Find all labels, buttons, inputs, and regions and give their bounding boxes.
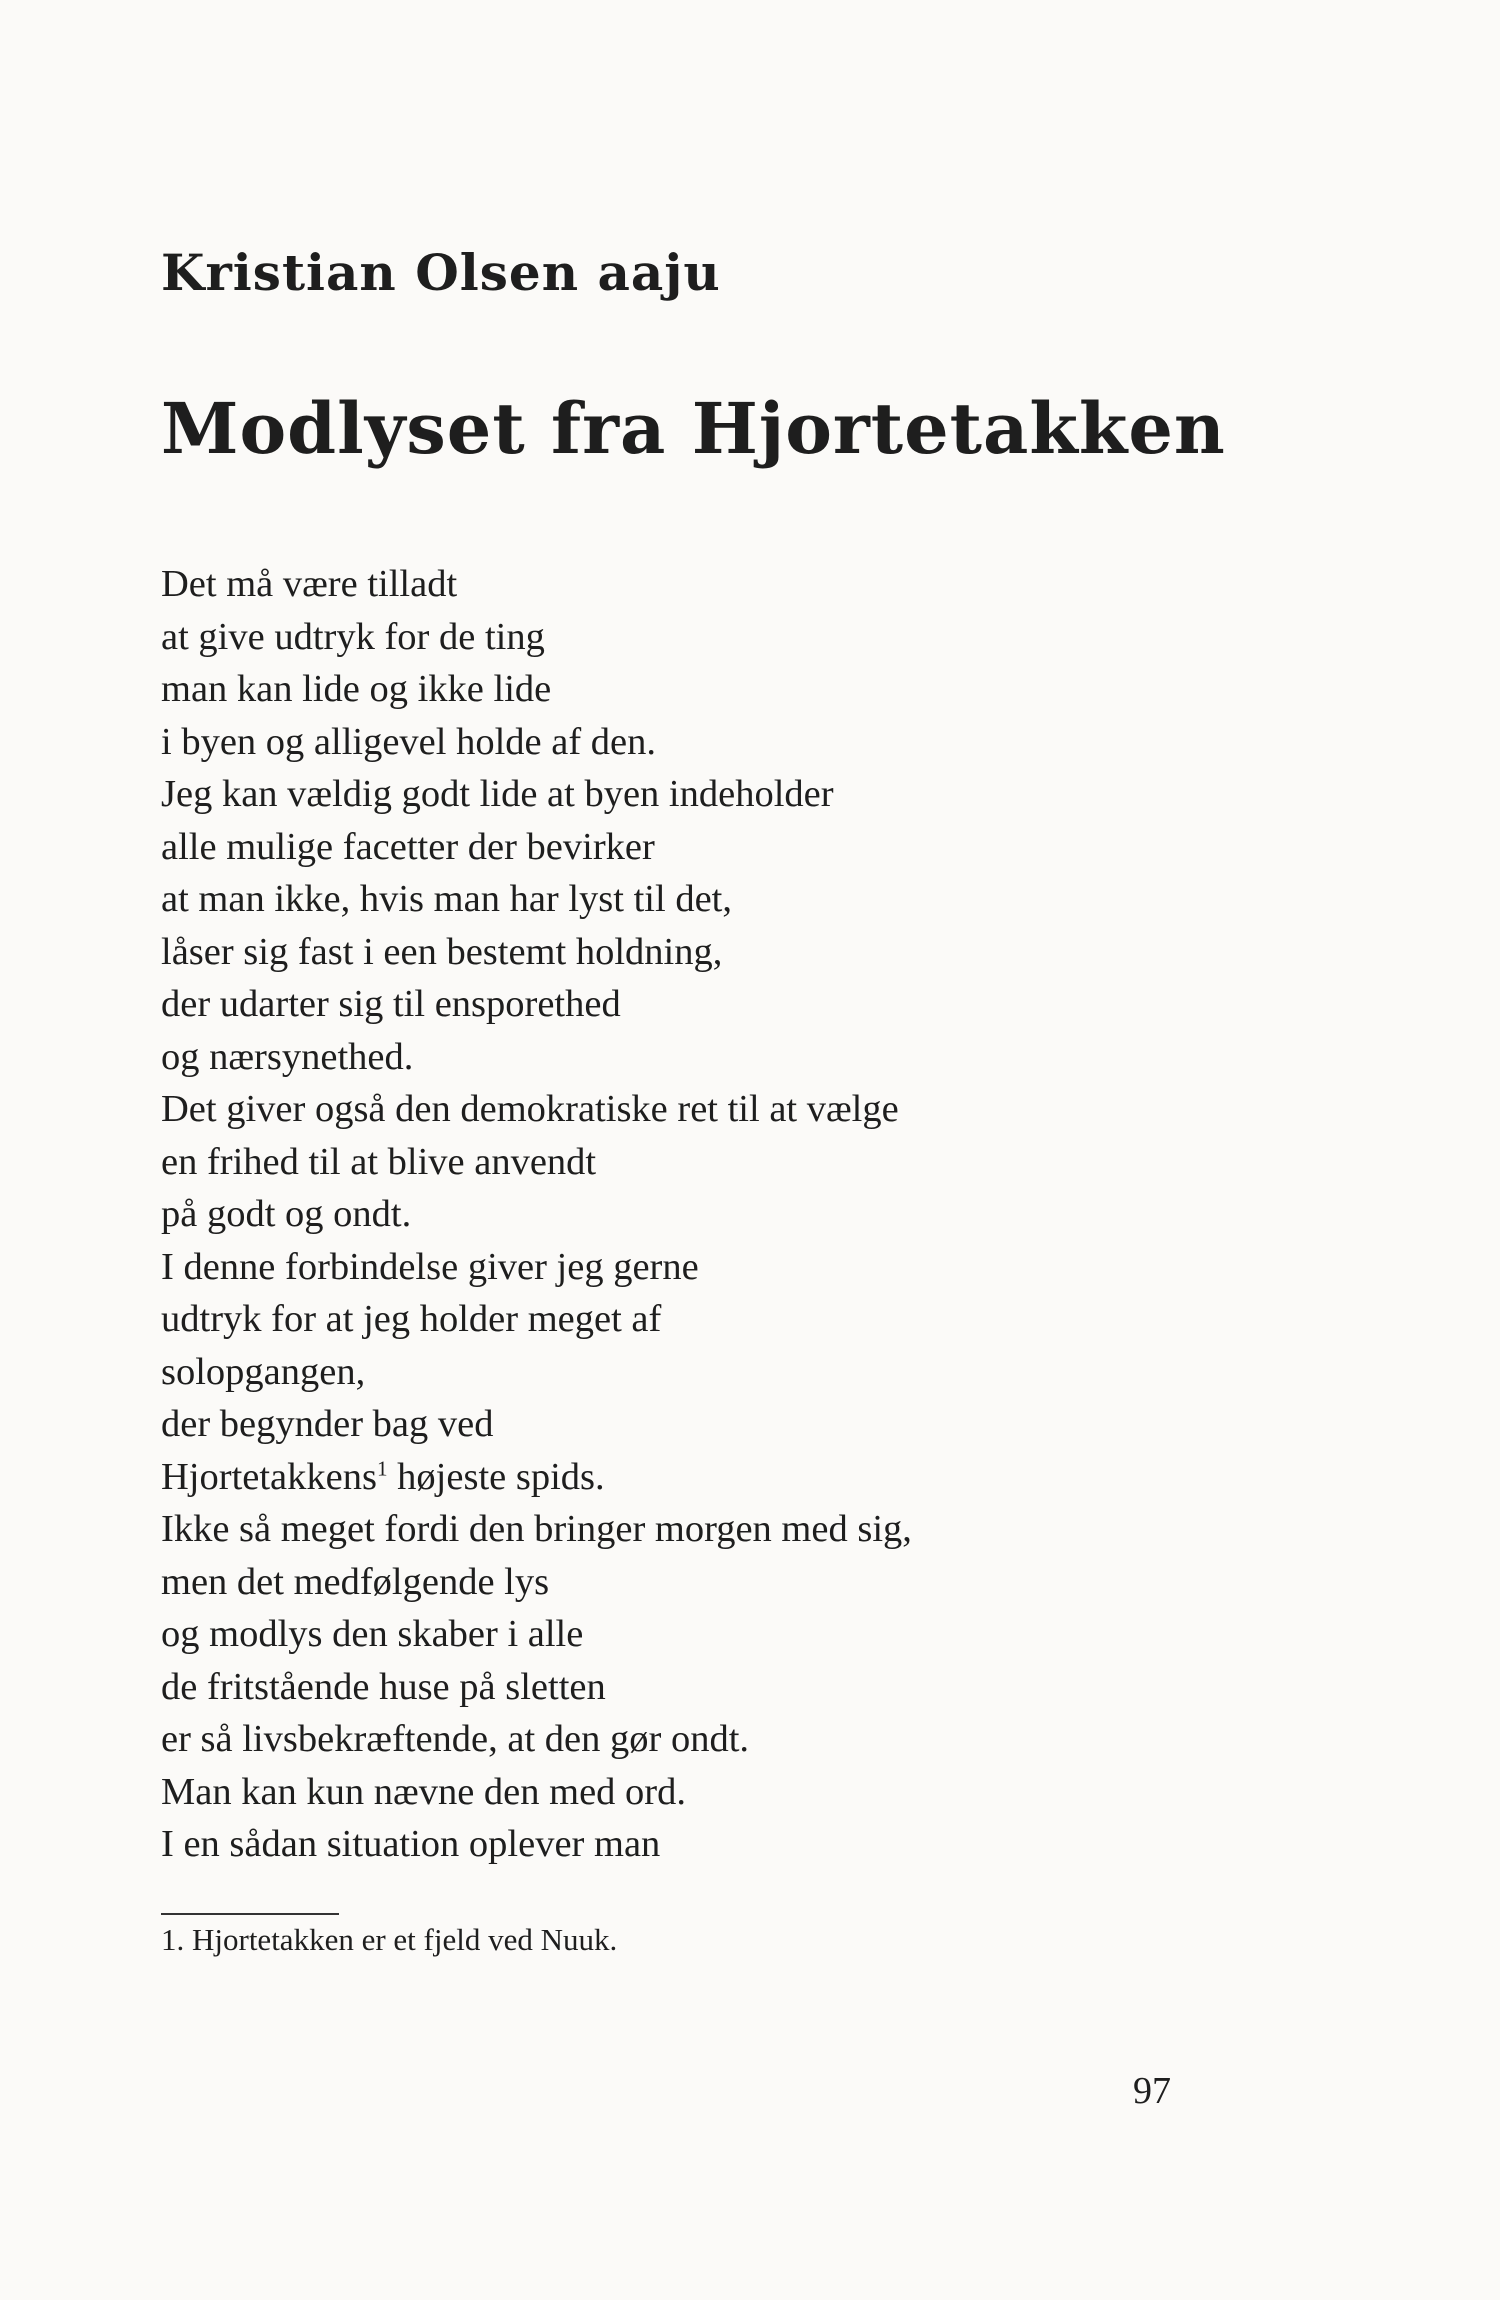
page-number: 97 xyxy=(1133,2070,1171,2112)
poem-body xyxy=(161,558,912,1871)
poem-line: man kan lide og ikke lide xyxy=(161,668,552,710)
poem-line: Det må være tilladt xyxy=(161,563,458,605)
poem-line: I en sådan situation oplever man xyxy=(161,1823,661,1865)
poem-line: er så livsbekræftende, at den gør ondt. xyxy=(161,1718,750,1760)
poem-line: og nærsynethed. xyxy=(161,1035,414,1078)
poem-line: låser sig fast i een bestemt holdning, xyxy=(161,930,723,973)
poem-line: Ikke så meget fordi den bringer morgen med sig, xyxy=(161,1508,912,1550)
poem-line: der udarter sig til ensporethed xyxy=(161,983,621,1025)
poem-line: solopgangen, xyxy=(161,1350,366,1393)
poem-line: Det giver også den demokratiske ret til at vælge xyxy=(161,1088,899,1130)
poem-line: og modlys den skaber i alle xyxy=(161,1613,584,1655)
poem-line: I denne forbindelse giver jeg gerne xyxy=(161,1245,699,1288)
poem-line: Jeg kan vældig godt lide at byen indeholder xyxy=(161,773,834,815)
poem-title: Modlyset fra Hjortetakken xyxy=(161,387,1226,470)
poem-line: de fritstående huse på sletten xyxy=(161,1665,606,1708)
poem-line: der begynder bag ved xyxy=(161,1403,494,1445)
poem-line-with-footnote xyxy=(161,1451,912,1504)
poem-line: i byen og alligevel holde af den. xyxy=(161,720,656,763)
poem-line: at give udtryk for de ting xyxy=(161,615,545,658)
footnote: 1. Hjortetakken er et fjeld ved Nuuk. xyxy=(161,1922,618,1957)
footnote-divider xyxy=(161,1913,339,1915)
author-name: Kristian Olsen aaju xyxy=(161,243,721,302)
poem-line-text: højeste spids. xyxy=(387,1455,605,1498)
poem-line-text: Hjortetakkens xyxy=(161,1455,377,1498)
poem-line: udtryk for at jeg holder meget af xyxy=(161,1298,662,1340)
footnote-reference: 1 xyxy=(376,1455,388,1480)
poem-line: at man ikke, hvis man har lyst til det, xyxy=(161,878,732,920)
poem-line: på godt og ondt. xyxy=(161,1193,412,1235)
poem-line: alle mulige facetter der bevirker xyxy=(161,825,655,868)
poem-line: men det medfølgende lys xyxy=(161,1560,550,1603)
poem-line: Man kan kun nævne den med ord. xyxy=(161,1770,686,1813)
poem-line: en frihed til at blive anvendt xyxy=(161,1140,597,1183)
